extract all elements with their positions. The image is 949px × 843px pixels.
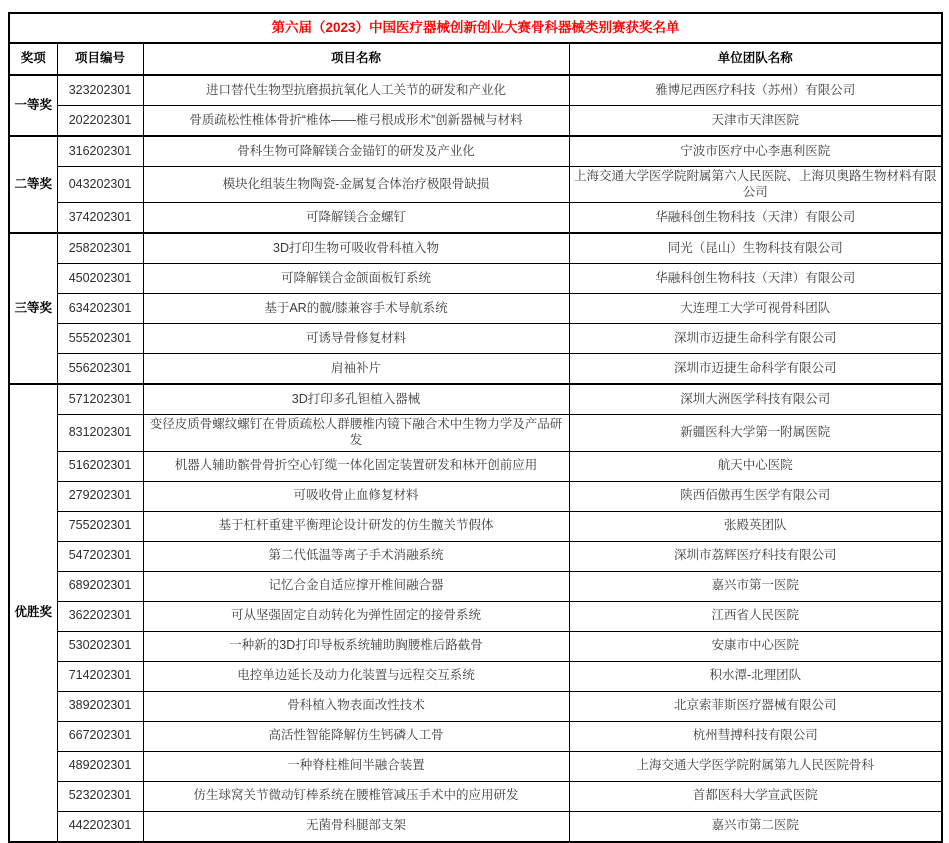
project-id-cell: 755202301 bbox=[57, 511, 143, 541]
table-row bbox=[9, 481, 942, 511]
project-name-cell: 可诱导骨修复材料 bbox=[143, 324, 569, 354]
project-name-cell: 骨科植入物表面改性技术 bbox=[143, 691, 569, 721]
team-name-cell: 宁波市医疗中心李惠利医院 bbox=[569, 136, 942, 167]
team-name-cell: 航天中心医院 bbox=[569, 451, 942, 481]
project-name-cell: 可降解镁合金螺钉 bbox=[143, 203, 569, 234]
table-row bbox=[9, 136, 942, 167]
team-name-cell: 首都医科大学宣武医院 bbox=[569, 781, 942, 811]
team-name-cell: 深圳市荔辉医疗科技有限公司 bbox=[569, 541, 942, 571]
team-name-cell: 北京索菲斯医疗器械有限公司 bbox=[569, 691, 942, 721]
project-name-cell: 无菌骨科腿部支架 bbox=[143, 811, 569, 842]
table-row bbox=[9, 233, 942, 264]
column-header-team: 单位团队名称 bbox=[569, 43, 942, 75]
team-name-cell: 杭州彗搏科技有限公司 bbox=[569, 721, 942, 751]
project-id-cell: 714202301 bbox=[57, 661, 143, 691]
project-id-cell: 489202301 bbox=[57, 751, 143, 781]
team-name-cell: 张殿英团队 bbox=[569, 511, 942, 541]
team-name-cell: 上海交通大学医学院附属第九人民医院骨科 bbox=[569, 751, 942, 781]
team-name-cell: 深圳大洲医学科技有限公司 bbox=[569, 384, 942, 415]
project-id-cell: 689202301 bbox=[57, 571, 143, 601]
team-name-cell: 安康市中心医院 bbox=[569, 631, 942, 661]
team-name-cell: 嘉兴市第一医院 bbox=[569, 571, 942, 601]
project-id-cell: 374202301 bbox=[57, 203, 143, 234]
project-name-cell: 可降解镁合金颌面板钉系统 bbox=[143, 264, 569, 294]
project-id-cell: 316202301 bbox=[57, 136, 143, 167]
project-id-cell: 279202301 bbox=[57, 481, 143, 511]
project-name-cell: 3D打印多孔钽植入器械 bbox=[143, 384, 569, 415]
award-cell: 二等奖 bbox=[9, 136, 57, 233]
project-id-cell: 442202301 bbox=[57, 811, 143, 842]
team-name-cell: 江西省人民医院 bbox=[569, 601, 942, 631]
table-row bbox=[9, 691, 942, 721]
team-name-cell: 华融科创生物科技（天津）有限公司 bbox=[569, 203, 942, 234]
table-row bbox=[9, 106, 942, 137]
project-name-cell: 可吸收骨止血修复材料 bbox=[143, 481, 569, 511]
column-header-id: 项目编号 bbox=[57, 43, 143, 75]
team-name-cell: 陕西佰傲再生医学有限公司 bbox=[569, 481, 942, 511]
table-row bbox=[9, 324, 942, 354]
table-row bbox=[9, 203, 942, 234]
team-name-cell: 嘉兴市第二医院 bbox=[569, 811, 942, 842]
table-row bbox=[9, 294, 942, 324]
project-id-cell: 667202301 bbox=[57, 721, 143, 751]
award-cell: 一等奖 bbox=[9, 75, 57, 136]
team-name-cell: 同光（昆山）生物科技有限公司 bbox=[569, 233, 942, 264]
column-header-award: 奖项 bbox=[9, 43, 57, 75]
award-cell: 三等奖 bbox=[9, 233, 57, 384]
award-list-table bbox=[8, 12, 943, 843]
project-name-cell: 基于杠杆重建平衡理论设计研发的仿生髋关节假体 bbox=[143, 511, 569, 541]
team-name-cell: 深圳市迈捷生命科学有限公司 bbox=[569, 324, 942, 354]
table-row bbox=[9, 721, 942, 751]
team-name-cell: 上海交通大学医学院附属第六人民医院、上海贝奥路生物材料有限公司 bbox=[569, 167, 942, 203]
team-name-cell: 大连理工大学可视骨科团队 bbox=[569, 294, 942, 324]
project-name-cell: 骨质疏松性椎体骨折“椎体——椎弓根成形术”创新器械与材料 bbox=[143, 106, 569, 137]
project-id-cell: 202202301 bbox=[57, 106, 143, 137]
table-row bbox=[9, 571, 942, 601]
project-id-cell: 523202301 bbox=[57, 781, 143, 811]
project-id-cell: 258202301 bbox=[57, 233, 143, 264]
project-name-cell: 基于AR的髋/膝兼容手术导航系统 bbox=[143, 294, 569, 324]
project-name-cell: 变径皮质骨螺纹螺钉在骨质疏松人群腰椎内镜下融合术中生物力学及产品研发 bbox=[143, 415, 569, 451]
project-name-cell: 第二代低温等离子手术消融系统 bbox=[143, 541, 569, 571]
project-name-cell: 仿生球窝关节微动钉棒系统在腰椎管减压手术中的应用研发 bbox=[143, 781, 569, 811]
table-row bbox=[9, 541, 942, 571]
project-name-cell: 一种新的3D打印导板系统辅助胸腰椎后路截骨 bbox=[143, 631, 569, 661]
project-name-cell: 3D打印生物可吸收骨科植入物 bbox=[143, 233, 569, 264]
page-title: 第六届（2023）中国医疗器械创新创业大赛骨科器械类别赛获奖名单 bbox=[9, 13, 942, 43]
team-name-cell: 华融科创生物科技（天津）有限公司 bbox=[569, 264, 942, 294]
table-row bbox=[9, 167, 942, 203]
column-header-project: 项目名称 bbox=[143, 43, 569, 75]
project-id-cell: 043202301 bbox=[57, 167, 143, 203]
project-name-cell: 进口替代生物型抗磨损抗氧化人工关节的研发和产业化 bbox=[143, 75, 569, 106]
team-name-cell: 深圳市迈捷生命科学有限公司 bbox=[569, 354, 942, 385]
project-id-cell: 547202301 bbox=[57, 541, 143, 571]
table-row bbox=[9, 601, 942, 631]
project-name-cell: 高活性智能降解仿生钙磷人工骨 bbox=[143, 721, 569, 751]
project-id-cell: 516202301 bbox=[57, 451, 143, 481]
project-id-cell: 389202301 bbox=[57, 691, 143, 721]
table-row bbox=[9, 631, 942, 661]
table-title-row bbox=[9, 13, 942, 43]
table-row bbox=[9, 661, 942, 691]
project-name-cell: 骨科生物可降解镁合金锚钉的研发及产业化 bbox=[143, 136, 569, 167]
award-cell: 优胜奖 bbox=[9, 384, 57, 841]
project-id-cell: 530202301 bbox=[57, 631, 143, 661]
table-row bbox=[9, 384, 942, 415]
table-row bbox=[9, 781, 942, 811]
team-name-cell: 雅博尼西医疗科技（苏州）有限公司 bbox=[569, 75, 942, 106]
table-row bbox=[9, 75, 942, 106]
project-name-cell: 记忆合金自适应撑开椎间融合器 bbox=[143, 571, 569, 601]
table-row bbox=[9, 264, 942, 294]
team-name-cell: 天津市天津医院 bbox=[569, 106, 942, 137]
project-id-cell: 555202301 bbox=[57, 324, 143, 354]
project-id-cell: 450202301 bbox=[57, 264, 143, 294]
project-id-cell: 831202301 bbox=[57, 415, 143, 451]
table-row bbox=[9, 415, 942, 451]
table-row bbox=[9, 751, 942, 781]
project-id-cell: 634202301 bbox=[57, 294, 143, 324]
project-name-cell: 机器人辅助髌骨骨折空心钉缆一体化固定装置研发和林开创前应用 bbox=[143, 451, 569, 481]
project-id-cell: 323202301 bbox=[57, 75, 143, 106]
team-name-cell: 新疆医科大学第一附属医院 bbox=[569, 415, 942, 451]
project-name-cell: 可从坚强固定自动转化为弹性固定的接骨系统 bbox=[143, 601, 569, 631]
project-name-cell: 肩袖补片 bbox=[143, 354, 569, 385]
table-header-row bbox=[9, 43, 942, 75]
table-row bbox=[9, 354, 942, 385]
table-row bbox=[9, 811, 942, 842]
project-id-cell: 362202301 bbox=[57, 601, 143, 631]
table-row bbox=[9, 451, 942, 481]
project-name-cell: 一种脊柱椎间半融合装置 bbox=[143, 751, 569, 781]
project-id-cell: 556202301 bbox=[57, 354, 143, 385]
team-name-cell: 积水潭-北理团队 bbox=[569, 661, 942, 691]
table-row bbox=[9, 511, 942, 541]
project-name-cell: 电控单边延长及动力化装置与远程交互系统 bbox=[143, 661, 569, 691]
project-name-cell: 模块化组装生物陶瓷-金属复合体治疗极限骨缺损 bbox=[143, 167, 569, 203]
table-body bbox=[9, 75, 942, 842]
project-id-cell: 571202301 bbox=[57, 384, 143, 415]
